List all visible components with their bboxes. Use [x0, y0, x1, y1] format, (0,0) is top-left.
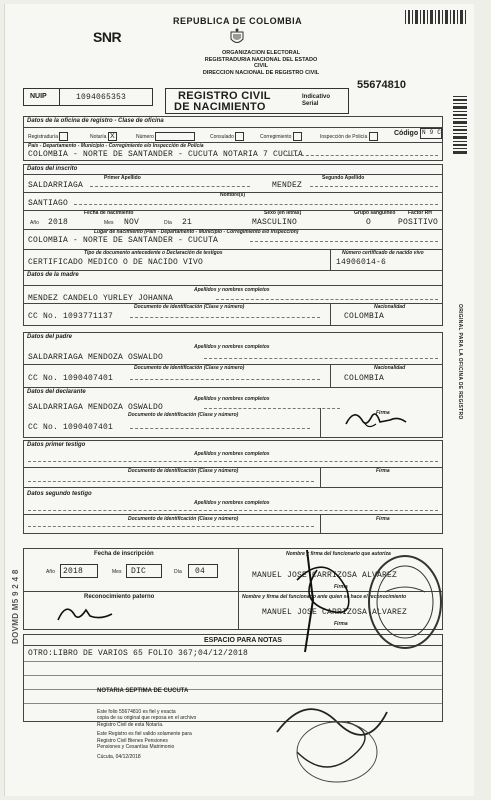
nuip-box [23, 88, 153, 106]
padre-names: SALDARRIAGA MENDOZA OSWALDO [28, 353, 164, 362]
checkbox-inspeccion[interactable] [369, 132, 378, 141]
oficina-option-consulado [210, 132, 244, 141]
declarante-title: Datos del declarante [27, 389, 86, 395]
inscripcion-funcionario: MANUEL JOSE CARRIZOSA ALVAREZ [252, 571, 398, 580]
checkbox-corregimiento[interactable] [293, 132, 302, 141]
side-original-text: ORIGINAL PARA LA OFICINA DE REGISTRO [457, 304, 463, 420]
primer-apellido: SALDARRIAGA [28, 181, 84, 190]
madre-names: MENDEZ CANDELO YURLEY JOHANNA [28, 294, 174, 303]
cert-value: 14906014-6 [336, 258, 387, 267]
oficina-option-registraduria [28, 132, 68, 141]
indicativo-line: Indicativo [302, 94, 331, 100]
oficina-option-inspeccion [320, 132, 378, 141]
reconocimiento-title: Reconocimiento paterno [84, 594, 155, 600]
padre-doc-label: Documento de identificación (Clase y número) [134, 365, 245, 371]
padre-doc: CC No. 1090407401 [28, 374, 114, 383]
left-stamp-text: DOVMD M5 9 2 4 8 [11, 569, 20, 644]
footer-line-5: Registro Civil Bienes Pensiones [97, 737, 168, 744]
footer-line-1: Este folio 55674810 es fiel y exacta [97, 708, 176, 715]
sexo-label: Sexo (en letras) [264, 210, 302, 216]
org-line-2: REGISTRADURIA NACIONAL DEL ESTADO CIVIL [204, 56, 318, 69]
madre-doc: CC No. 1093771137 [28, 312, 114, 321]
doc-title-line-2: DE NACIMIENTO [174, 101, 266, 113]
option-label: Notaría [90, 133, 107, 140]
testigo1-names-label: Apellidos y nombres completos [194, 451, 270, 457]
notary-seal-icon [365, 552, 445, 657]
primer-apellido-label: Primer Apellido [104, 175, 141, 181]
testigo2-title: Datos segundo testigo [27, 491, 92, 497]
notas-title: ESPACIO PARA NOTAS [204, 637, 282, 644]
republic-title: REPUBLICA DE COLOMBIA [173, 16, 303, 26]
checkbox-notaria[interactable]: X [108, 132, 117, 141]
padre-signature-icon [52, 602, 122, 631]
inscripcion-day: 04 [188, 564, 218, 578]
inscrito-section [23, 164, 443, 286]
footer-line-2: copia de su original que reposa en el archivo [97, 715, 197, 721]
notary-title: NOTARIA SEPTIMA DE CUCUTA [97, 688, 189, 694]
place-caption: País - Departamento - Municipio - Corregimiento e/o Inspección de Policía [28, 143, 204, 149]
org-line-1: ORGANIZACION ELECTORAL [221, 50, 301, 56]
tipo-label: Tipo de documento antecedente o Declaración de testigos [84, 250, 223, 256]
madre-doc-label: Documento de identificación (Clase y número) [134, 304, 245, 310]
tipo-value: CERTIFICADO MEDICO O DE NACIDO VIVO [28, 258, 204, 267]
segundo-apellido-label: Segundo Apellido [322, 175, 365, 181]
snr-logo: SNR [93, 29, 122, 45]
document-title-box [165, 88, 349, 114]
serial-number: 55674810 [357, 79, 406, 91]
nuip-value: 1094065353 [76, 93, 127, 102]
inscripcion-funcionario-label: Nombre y firma del funcionario que autoriza [286, 551, 391, 557]
padre-title: Datos del padre [27, 334, 73, 340]
madre-section [23, 286, 443, 326]
reconocimiento-firma-label: Firma [334, 621, 348, 627]
segundo-apellido: MENDEZ [272, 181, 303, 190]
grupo-value: O [366, 218, 372, 227]
option-label: Registraduría [28, 133, 59, 140]
numero-box[interactable] [155, 132, 195, 141]
declarante-signature-icon [342, 406, 412, 437]
oficina-title: Datos de la oficina de registro - Clase de oficina [27, 118, 164, 124]
cert-label: Número certificado de nacido vivo [342, 250, 424, 256]
barcode-top-icon [405, 10, 467, 29]
notary-footer [97, 688, 247, 760]
option-label: Número [136, 133, 154, 140]
footer-place-date: Cúcuta, 04/12/2018 [97, 753, 141, 760]
footer-signature-icon [267, 692, 397, 797]
footer-line-6: Pensiones y Cesantías Matrimonio [97, 744, 175, 750]
serial-line: Serial [302, 101, 319, 107]
testigo1-doc-label: Documento de identificación (Clase y número) [128, 468, 239, 474]
testigo2-doc-label: Documento de identificación (Clase y número) [128, 516, 239, 522]
footer-line-3: Registro Civil de esta Notaría. [97, 721, 164, 728]
dia-label: Día [164, 220, 172, 226]
birth-day: 21 [182, 218, 193, 227]
padre-section [23, 332, 443, 388]
testigo2-names-label: Apellidos y nombres completos [194, 500, 270, 506]
testigo1-firma-label: Firma [376, 468, 390, 474]
inscripcion-title: Fecha de inscripción [94, 551, 154, 557]
madre-names-label: Apellidos y nombres completos [194, 287, 270, 293]
codigo-value: N 9 C [420, 128, 442, 139]
inscripcion-mes-label: Mes [112, 569, 122, 575]
oficina-option-corregimiento [260, 132, 302, 141]
declarante-doc: CC No. 1090407401 [28, 423, 114, 432]
oficina-place-value: COLOMBIA - NORTE DE SANTANDER - CUCUTA NOTARIA 7 CUCUTA [28, 150, 304, 159]
declarante-section [23, 388, 443, 438]
ano-label: Año [30, 220, 39, 226]
inscripcion-dia-label: Día [174, 569, 182, 575]
inscripcion-year: 2018 [60, 564, 98, 578]
madre-nac: COLOMBIA [344, 312, 385, 321]
organization-block [199, 50, 323, 76]
nuip-label: NUIP [24, 89, 60, 105]
oficina-option-numero [136, 132, 195, 141]
inscripcion-firma-label: Firma [334, 584, 348, 590]
testigo1-section [23, 440, 443, 488]
funcionario-signature-icon [267, 540, 377, 665]
option-label: Consulado [210, 133, 234, 140]
footer-line-4: Este Registro es fiel valido solamente para [97, 731, 192, 737]
inscripcion-ano-label: Año [46, 569, 55, 575]
declarante-firma-label: Firma [376, 410, 390, 416]
rh-label: Factor RH [408, 210, 432, 216]
nombres-label: Nombre(s) [220, 192, 246, 198]
lugar-label: Lugar de nacimiento (País - Departamento - Municipio - Corregimiento e/o Inspección) [94, 229, 299, 235]
notas-line: OTRO:LIBRO DE VARIOS 65 FOLIO 367;04/12/2018 [28, 649, 249, 658]
padre-names-label: Apellidos y nombres completos [194, 344, 270, 350]
doc-title-line-1: REGISTRO CIVIL [178, 90, 271, 102]
padre-nac-label: Nacionalidad [374, 365, 406, 371]
declarante-names: SALDARRIAGA MENDOZA OSWALDO [28, 403, 164, 412]
oficina-option-notaria [90, 132, 117, 141]
inscrito-title: Datos del inscrito [27, 166, 78, 172]
birth-month: NOV [124, 218, 140, 227]
grupo-label: Grupo sanguíneo [354, 210, 396, 216]
testigo1-title: Datos primer testigo [27, 442, 86, 448]
declarante-names-label: Apellidos y nombres completos [194, 396, 270, 402]
org-line-3: DIRECCION NACIONAL DE REGISTRO CIVIL [202, 69, 320, 76]
indicativo-serial-label [302, 94, 330, 108]
sexo-value: MASCULINO [252, 218, 298, 227]
madre-nac-label: Nacionalidad [374, 304, 406, 310]
testigo2-firma-label: Firma [376, 516, 390, 522]
mes-label: Mes [104, 220, 114, 226]
reconocimiento-funcionario: MANUEL JOSE CARRIZOSA ALVAREZ [262, 608, 408, 617]
declarante-doc-label: Documento de identificación (Clase y número) [128, 412, 239, 418]
madre-title: Datos de la madre [27, 272, 79, 278]
testigo2-section [23, 488, 443, 534]
option-label: Inspección de Policía [320, 133, 368, 140]
padre-nac: COLOMBIA [344, 374, 385, 383]
inscripcion-month: DIC [126, 564, 162, 578]
lugar-value: COLOMBIA - NORTE DE SANTANDER - CUCUTA [28, 236, 219, 245]
birth-year: 2018 [48, 218, 69, 227]
nombres: SANTIAGO [28, 199, 69, 208]
checkbox-consulado[interactable] [235, 132, 244, 141]
fecha-label: Fecha de nacimiento [84, 210, 134, 216]
checkbox-registraduria[interactable] [59, 132, 68, 141]
codigo-label: Código [394, 130, 419, 137]
document-paper [4, 4, 474, 796]
reconocimiento-funcionario-label: Nombre y firma del funcionario ante quien se hace el reconocimiento [242, 594, 407, 600]
barcode-side-icon [453, 96, 467, 161]
oficina-section [23, 116, 443, 161]
rh-value: POSITIVO [398, 218, 439, 227]
option-label: Corregimiento [260, 133, 292, 140]
